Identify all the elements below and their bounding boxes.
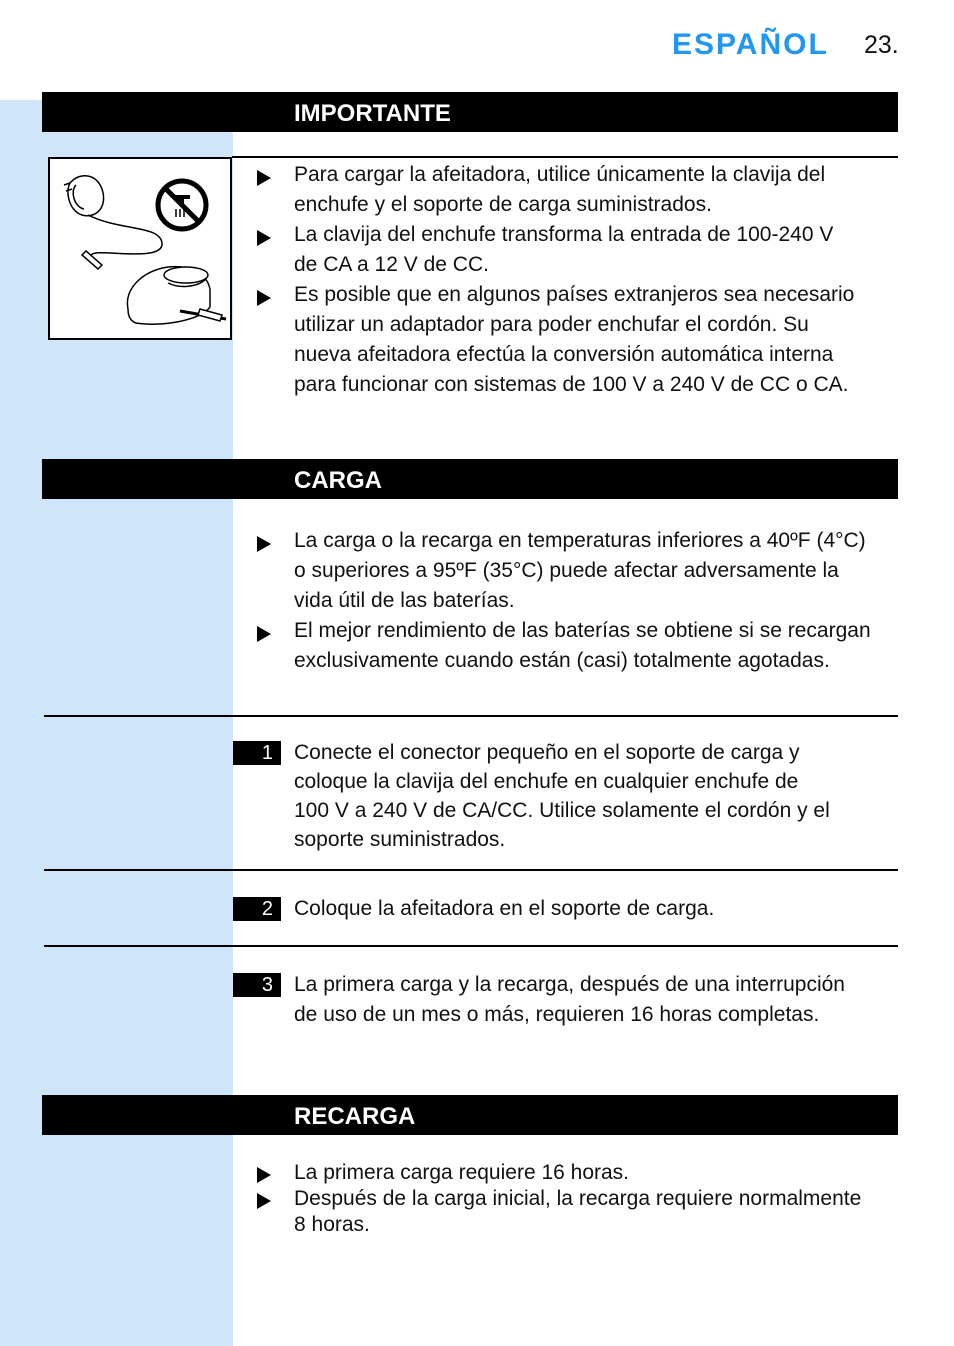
page-number: 23. xyxy=(864,31,899,59)
section-title-importante: IMPORTANTE xyxy=(294,100,451,127)
list-item: El mejor rendimiento de las baterías se obtiene si se recargan exclusivamente cuando están (casi) totalmente agotadas. xyxy=(257,616,897,676)
step-1: 1 Conecte el conector pequeño en el soporte de carga y coloque la clavija del enchufe en cualquier enchufe de 100 V a 240 V de CA/CC. Utilice solamente el cordón y el soporte suministrados. xyxy=(233,738,897,854)
step-number-badge: 3 xyxy=(233,973,281,997)
section-title-carga: CARGA xyxy=(294,467,382,494)
step-3: 3 La primera carga y la recarga, después de una interrupción de uso de un mes o más, requieren 16 horas completas. xyxy=(233,970,897,1030)
section-divider xyxy=(232,156,898,158)
bullet-arrow-icon xyxy=(257,536,271,552)
list-item: Después de la carga inicial, la recarga requiere normalmente 8 horas. xyxy=(257,1186,897,1238)
list-item: Es posible que en algunos países extranjeros sea necesario utilizar un adaptador para poder enchufar el cordón. Su nueva afeitadora efectúa la conversión automática interna para funcionar con sistemas de 100 V a 240 V de CC o CA. xyxy=(257,280,897,400)
list-item: La carga o la recarga en temperaturas inferiores a 40ºF (4°C) o superiores a 95ºF (35°C) puede afectar adversamente la vida útil de las baterías. xyxy=(257,526,897,616)
bullet-arrow-icon xyxy=(257,290,271,306)
step-2: 2 Coloque la afeitadora en el soporte de carga. xyxy=(233,894,897,923)
bullet-arrow-icon xyxy=(257,1167,271,1183)
step-divider xyxy=(44,869,898,871)
list-item: La primera carga requiere 16 horas. xyxy=(257,1160,897,1186)
step-divider xyxy=(44,945,898,947)
charger-illustration xyxy=(48,157,232,340)
bullet-arrow-icon xyxy=(257,1193,271,1209)
section-bar-carga xyxy=(42,459,898,499)
no-water-icon xyxy=(154,177,210,233)
bullet-arrow-icon xyxy=(257,626,271,642)
section-title-recarga: RECARGA xyxy=(294,1103,416,1130)
recarga-bullets xyxy=(257,1160,897,1238)
list-item: Para cargar la afeitadora, utilice únicamente la clavija del enchufe y el soporte de carga suministrados. xyxy=(257,160,897,220)
section-bar-recarga xyxy=(42,1095,898,1135)
carga-bullets xyxy=(257,526,897,676)
importante-bullets xyxy=(257,160,897,400)
step-number-badge: 2 xyxy=(233,897,281,921)
bullet-arrow-icon xyxy=(257,170,271,186)
language-heading: ESPAÑOL xyxy=(672,28,829,61)
step-divider xyxy=(44,715,898,717)
step-number-badge: 1 xyxy=(233,741,281,765)
bullet-arrow-icon xyxy=(257,230,271,246)
list-item: La clavija del enchufe transforma la entrada de 100-240 V de CA a 12 V de CC. xyxy=(257,220,897,280)
section-bar-importante xyxy=(42,92,898,132)
